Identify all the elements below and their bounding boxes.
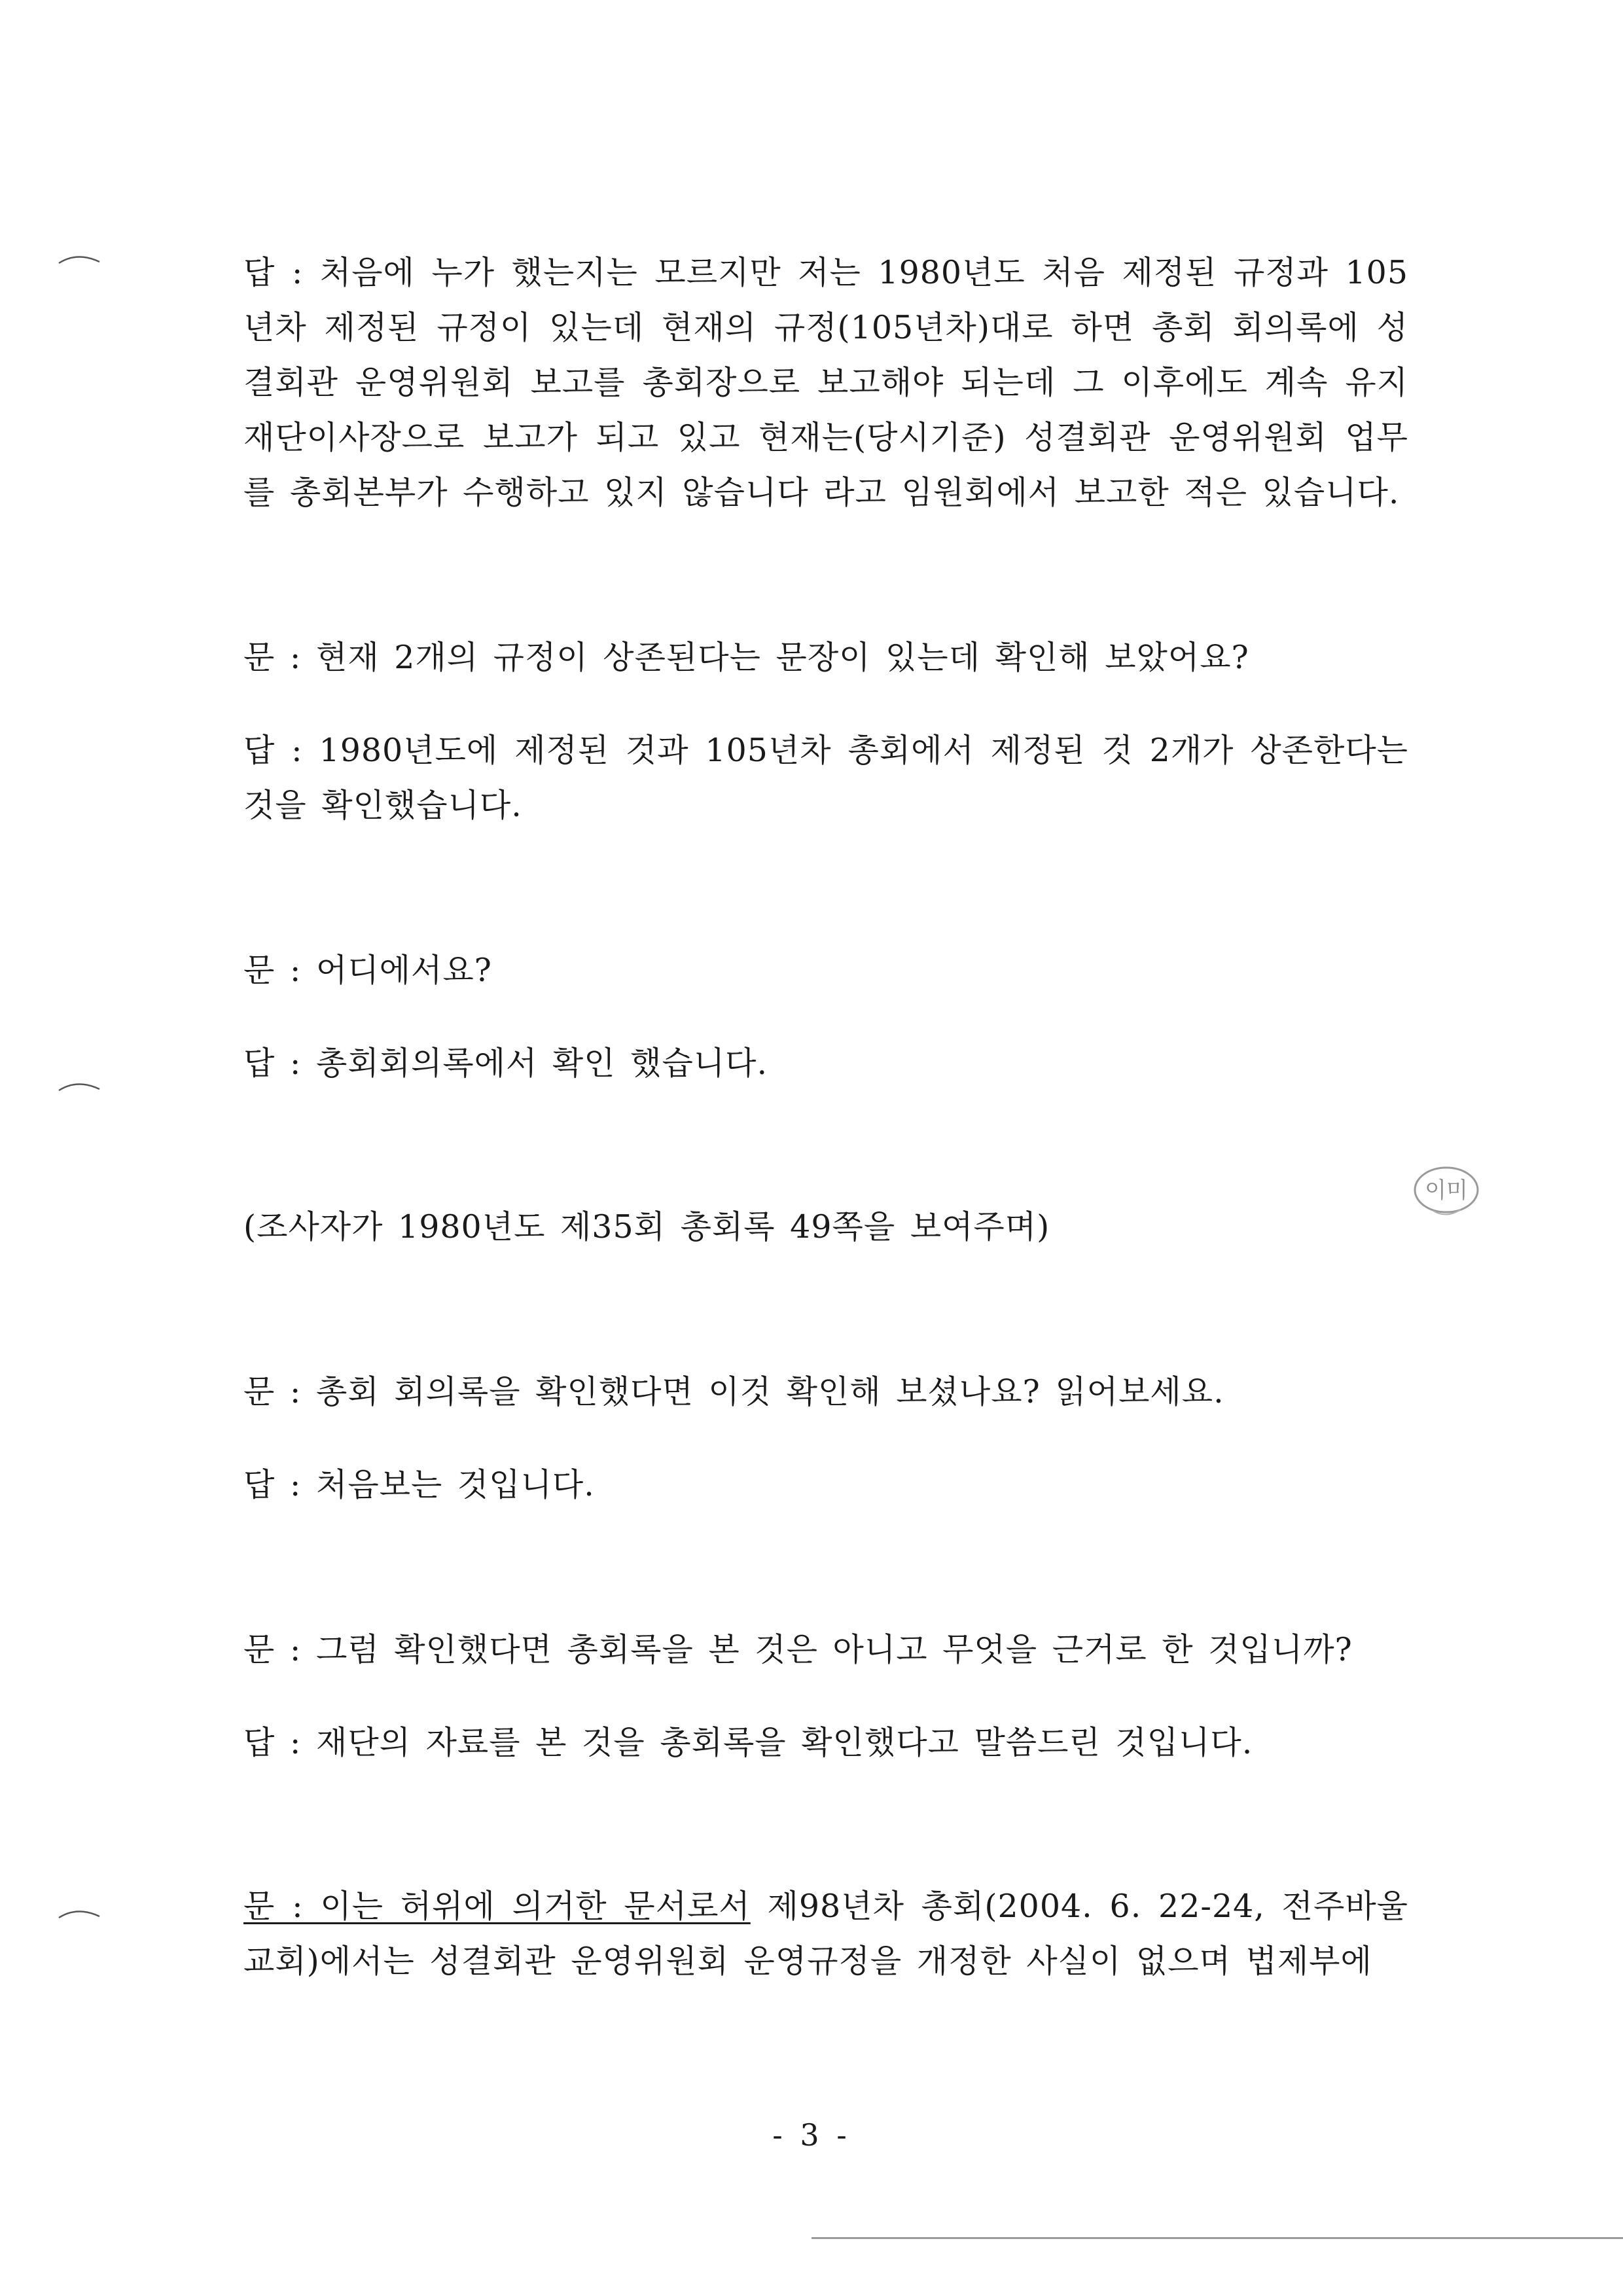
- answer-paragraph: 답 : 1980년도에 제정된 것과 105년차 총회에서 제정된 것 2개가 상존한다는 것을 확인했습니다.: [243, 732, 1408, 824]
- answer-paragraph: 답 : 재단의 자료를 본 것을 총회록을 확인했다고 말씀드린 것입니다.: [243, 1724, 1253, 1761]
- question-paragraph: 문 : 현재 2개의 규정이 상존된다는 문장이 있는데 확인해 보았어요?: [243, 639, 1249, 676]
- investigator-note: (조사자가 1980년도 제35회 총회록 49쪽을 보여주며): [243, 1208, 1050, 1246]
- footer-rule: [812, 2237, 1623, 2239]
- seal-stamp-text: 이미: [1425, 1177, 1468, 1204]
- answer-paragraph: 답 : 처음에 누가 했는지는 모르지만 저는 1980년도 처음 제정된 규정과 105년차 제정된 규정이 있는데 현재의 규정(105년차)대로 하면 총회 회의록에 성결회관 운영위원회 보고를 총회장으로 보고해야 되는데 그 이후에도 계속 유지재단이사장으로 보고가 되고 있고 현재는(당시기준) 성결회관 운영위원회 업무를 총회본부가 수행하고 있지 않습니다 라고 임원회에서 보고한 적은 있습니다.: [243, 254, 1408, 511]
- question-paragraph: 문 : 어디에서요?: [243, 952, 492, 989]
- question-paragraph: [243, 1879, 1408, 1989]
- question-paragraph: 문 : 총회 회의록을 확인했다면 이것 확인해 보셨나요? 읽어보세요.: [243, 1373, 1224, 1410]
- margin-hole-mark: [58, 1906, 101, 1920]
- margin-hole-mark: [58, 1079, 101, 1093]
- underlined-phrase: 문 : 이는 허위에 의거한 문서로서: [243, 1888, 751, 1925]
- question-paragraph: 문 : 그럼 확인했다면 총회록을 본 것은 아니고 무엇을 근거로 한 것입니까?: [243, 1631, 1353, 1668]
- document-body: [243, 245, 1408, 1989]
- seal-stamp: [1407, 1158, 1486, 1224]
- answer-paragraph: 답 : 총회회의록에서 확인 했습니다.: [243, 1045, 768, 1082]
- page-number: - 3 -: [772, 2117, 851, 2153]
- margin-hole-mark: [58, 251, 101, 266]
- answer-paragraph: 답 : 처음보는 것입니다.: [243, 1466, 595, 1503]
- question-continuation: 제98년차 총회(2004. 6. 22-24, 전주바울교회)에서는 성결회관 운영위원회 운영규정을 개정한 사실이 없으며 법제부에: [243, 1888, 1409, 1980]
